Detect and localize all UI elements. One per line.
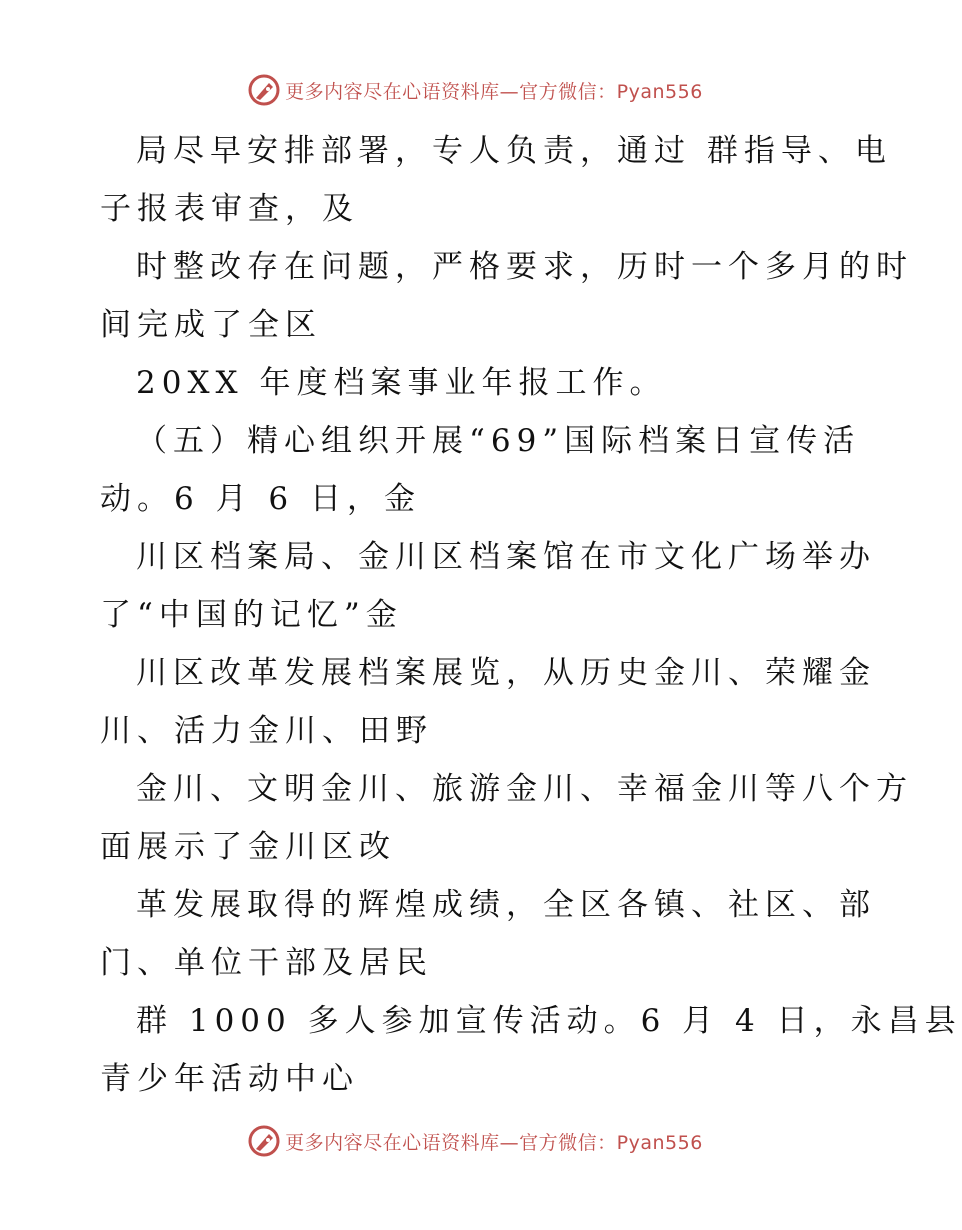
body-text-line: 时整改存在问题，严格要求，历时一个多月的时 (136, 249, 913, 285)
document-body (100, 122, 962, 1108)
body-text-line: 青少年活动中心 (100, 1061, 359, 1097)
body-text-line: 革发展取得的辉煌成绩，全区各镇、社区、部 (136, 887, 876, 923)
body-text-line: 金川、文明金川、旅游金川、幸福金川等八个方 (136, 771, 913, 807)
body-text-line: 面展示了金川区改 (100, 829, 396, 865)
body-text-line: 川区改革发展档案展览，从历史金川、荣耀金 (136, 655, 876, 691)
header-watermark-text: 更多内容尽在心语资料库—官方微信：Pyan556 (285, 80, 703, 103)
body-text-line: （五）精心组织开展“69”国际档案日宣传活 (136, 423, 861, 459)
body-text-line: 川、活力金川、田野 (100, 713, 433, 749)
body-text-line: 子报表审查，及 (100, 191, 359, 227)
body-text-line: 门、单位干部及居民 (100, 945, 433, 981)
body-text-line: 20XX 年度档案事业年报工作。 (136, 365, 667, 401)
body-text-line: 了“中国的记忆”金 (100, 597, 403, 633)
body-text-line: 间完成了全区 (100, 307, 322, 343)
footer-watermark-text: 更多内容尽在心语资料库—官方微信：Pyan556 (285, 1131, 703, 1154)
pen-nib-logo-icon (247, 1124, 281, 1158)
body-text-line: 川区档案局、金川区档案馆在市文化广场举办 (136, 539, 876, 575)
footer-watermark (0, 1121, 950, 1161)
body-text-line: 群 1000 多人参加宣传活动。6 月 4 日，永昌县 (136, 1003, 962, 1039)
body-text-line: 局尽早安排部署，专人负责，通过 群指导、电 (136, 133, 892, 169)
header-watermark (0, 70, 950, 110)
body-text-line: 动。6 月 6 日，金 (100, 481, 422, 517)
pen-nib-logo-icon (247, 73, 281, 107)
